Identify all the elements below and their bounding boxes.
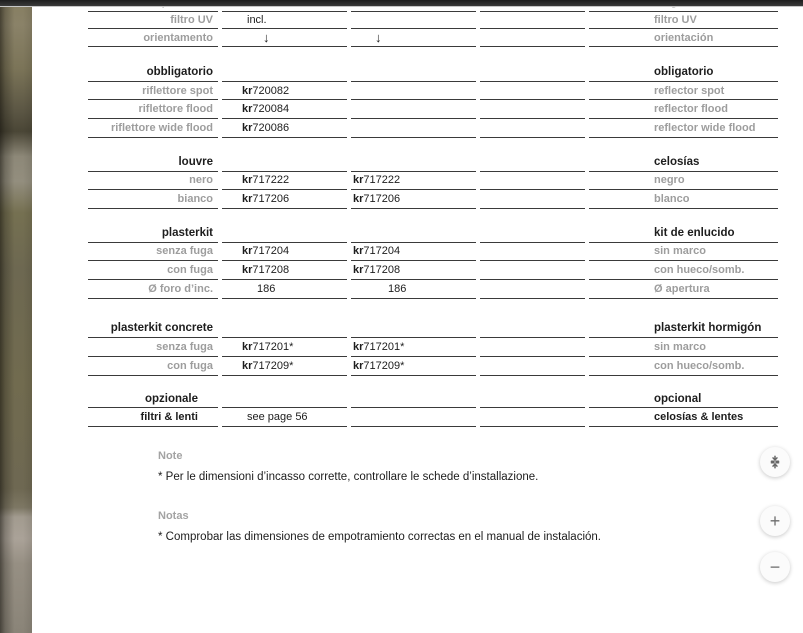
table-row	[88, 119, 778, 138]
zoom-in-button[interactable]	[760, 506, 790, 536]
zoom-out-button[interactable]	[760, 552, 790, 582]
row-label-es: plasterkit hormigón	[589, 320, 778, 339]
kr-code: kr717204	[242, 245, 290, 258]
value-cell-1	[222, 172, 347, 191]
row-label-it: riflettore spot	[88, 82, 218, 101]
notes-block	[158, 450, 758, 543]
value-cell-3	[480, 12, 585, 30]
value-cell-3	[480, 280, 585, 299]
kr-code: kr717209*	[353, 359, 405, 372]
value-cell-1	[222, 280, 347, 299]
value-cell-2	[351, 119, 476, 138]
kr-code: kr717204	[353, 245, 401, 258]
row-label-es: reflector spot	[589, 82, 778, 101]
value-cell-3	[480, 320, 585, 339]
row-label-it: filtri & lenti	[88, 408, 218, 427]
value-cell-1	[222, 390, 347, 409]
row-label-it: nero	[88, 172, 218, 191]
row-label-es: opcional	[589, 390, 778, 409]
row-label-es: orientación	[589, 29, 778, 47]
value-cell-3	[480, 63, 585, 82]
row-label-it: senza fuga	[88, 243, 218, 262]
value-cell-3	[480, 224, 585, 243]
value-cell-2	[351, 390, 476, 409]
note-title-es: Notas	[158, 510, 189, 522]
down-arrow-icon: ↓	[375, 30, 382, 46]
value-cell-3	[480, 29, 585, 47]
section-header-row	[88, 320, 778, 339]
value-cell-3	[480, 82, 585, 101]
top-bar	[0, 0, 803, 7]
value-cell-2	[351, 408, 476, 427]
section-header-row	[88, 390, 778, 409]
kr-code: kr717208	[353, 264, 401, 277]
kr-code: kr720086	[242, 121, 290, 134]
table-row	[88, 338, 778, 357]
row-label-it: louvre	[88, 153, 218, 172]
value-cell-1	[222, 357, 347, 376]
table-row	[88, 408, 778, 427]
table-section	[88, 390, 778, 427]
page-edge-photo	[0, 6, 32, 633]
value-cell-1	[222, 29, 347, 47]
compress-icon	[768, 455, 782, 469]
value-cell-1	[222, 338, 347, 357]
row-label-it: orientamento	[88, 29, 218, 47]
plus-icon: +	[769, 511, 781, 531]
value-cell-2	[351, 338, 476, 357]
value-cell-3	[480, 100, 585, 119]
section-header-row	[88, 63, 778, 82]
value-cell-2	[351, 172, 476, 191]
value-number: 186	[257, 282, 276, 295]
section-header-row	[88, 224, 778, 243]
down-arrow-icon: ↓	[263, 30, 270, 46]
value-cell-2	[351, 280, 476, 299]
row-label-it: Ø foro d’inc.	[88, 280, 218, 299]
value-cell-1	[222, 243, 347, 262]
value-cell-1	[222, 119, 347, 138]
value-cell-3	[480, 390, 585, 409]
kr-code: kr717206	[242, 193, 290, 206]
value-cell-2	[351, 153, 476, 172]
row-label-it: plasterkit concrete	[88, 320, 218, 339]
value-cell-1	[222, 100, 347, 119]
value-cell-1	[222, 63, 347, 82]
table-section	[88, 320, 778, 376]
table-section	[88, 63, 778, 138]
row-label-es: sin marco	[589, 243, 778, 262]
kr-code: kr717206	[353, 193, 401, 206]
value-cell-1	[222, 153, 347, 172]
row-label-es: sin marco	[589, 338, 778, 357]
kr-code: kr717222	[242, 174, 290, 187]
value-text: see page 56	[247, 411, 308, 424]
table-row	[88, 82, 778, 101]
row-label-it: plasterkit	[88, 224, 218, 243]
value-cell-2	[351, 190, 476, 209]
table-row	[88, 29, 778, 47]
table-row	[88, 190, 778, 209]
kr-code: kr720082	[242, 84, 290, 97]
table-row	[88, 172, 778, 191]
row-label-it: opzionale	[88, 390, 218, 409]
value-cell-2	[351, 224, 476, 243]
row-label-it: riflettore flood	[88, 100, 218, 119]
value-cell-3	[480, 243, 585, 262]
value-text: incl.	[247, 14, 267, 27]
note-title-it: Note	[158, 450, 183, 462]
fit-to-page-button[interactable]	[760, 447, 790, 477]
kr-code: kr717222	[353, 174, 401, 187]
value-cell-1	[222, 224, 347, 243]
value-cell-3	[480, 119, 585, 138]
value-cell-2	[351, 357, 476, 376]
row-label-es: con hueco/somb.	[589, 357, 778, 376]
value-cell-1	[222, 82, 347, 101]
value-cell-1	[222, 190, 347, 209]
value-cell-1	[222, 261, 347, 280]
row-label-es: obligatorio	[589, 63, 778, 82]
row-label-it: senza fuga	[88, 338, 218, 357]
row-label-es: reflector wide flood	[589, 119, 778, 138]
value-cell-2	[351, 261, 476, 280]
value-cell-1	[222, 408, 347, 427]
row-label-es: celosías	[589, 153, 778, 172]
table-section	[88, 0, 778, 47]
kr-code: kr717209*	[242, 359, 294, 372]
table-row	[88, 261, 778, 280]
value-cell-3	[480, 261, 585, 280]
value-cell-1	[222, 320, 347, 339]
value-cell-3	[480, 172, 585, 191]
row-label-it: filtro UV	[88, 12, 218, 30]
value-cell-3	[480, 408, 585, 427]
value-cell-2	[351, 82, 476, 101]
table-section	[88, 153, 778, 209]
row-label-es: Ø apertura	[589, 280, 778, 299]
table-row	[88, 100, 778, 119]
kr-code: kr720084	[242, 103, 290, 116]
section-header-row	[88, 153, 778, 172]
table-row	[88, 243, 778, 262]
value-cell-3	[480, 357, 585, 376]
row-label-it: obbligatorio	[88, 63, 218, 82]
row-label-it: con fuga	[88, 357, 218, 376]
row-label-es: kit de enlucido	[589, 224, 778, 243]
note-body-it: * Per le dimensioni d’incasso corrette, controllare le schede d’installazione.	[158, 471, 539, 483]
value-cell-3	[480, 190, 585, 209]
row-label-es: blanco	[589, 190, 778, 209]
value-cell-1	[222, 12, 347, 30]
value-cell-2	[351, 243, 476, 262]
table-section	[88, 224, 778, 299]
kr-code: kr717208	[242, 264, 290, 277]
value-cell-2	[351, 100, 476, 119]
row-label-it: con fuga	[88, 261, 218, 280]
row-label-es: celosías & lentes	[589, 408, 778, 427]
row-label-es: reflector flood	[589, 100, 778, 119]
row-label-es: con hueco/somb.	[589, 261, 778, 280]
row-label-es: negro	[589, 172, 778, 191]
minus-icon: −	[769, 557, 781, 577]
value-cell-2	[351, 63, 476, 82]
row-label-it: bianco	[88, 190, 218, 209]
note-body-es: * Comprobar las dimensiones de empotramiento correctas en el manual de instalación.	[158, 531, 601, 543]
value-cell-2	[351, 29, 476, 47]
value-cell-3	[480, 338, 585, 357]
table-row	[88, 280, 778, 299]
spec-table	[88, 0, 778, 427]
table-row	[88, 357, 778, 376]
value-cell-2	[351, 320, 476, 339]
row-label-es: filtro UV	[589, 12, 778, 30]
value-cell-3	[480, 153, 585, 172]
row-label-it: riflettore wide flood	[88, 119, 218, 138]
table-row	[88, 12, 778, 30]
value-number: 186	[388, 282, 407, 295]
value-cell-2	[351, 12, 476, 30]
kr-code: kr717201*	[353, 341, 405, 354]
kr-code: kr717201*	[242, 341, 294, 354]
